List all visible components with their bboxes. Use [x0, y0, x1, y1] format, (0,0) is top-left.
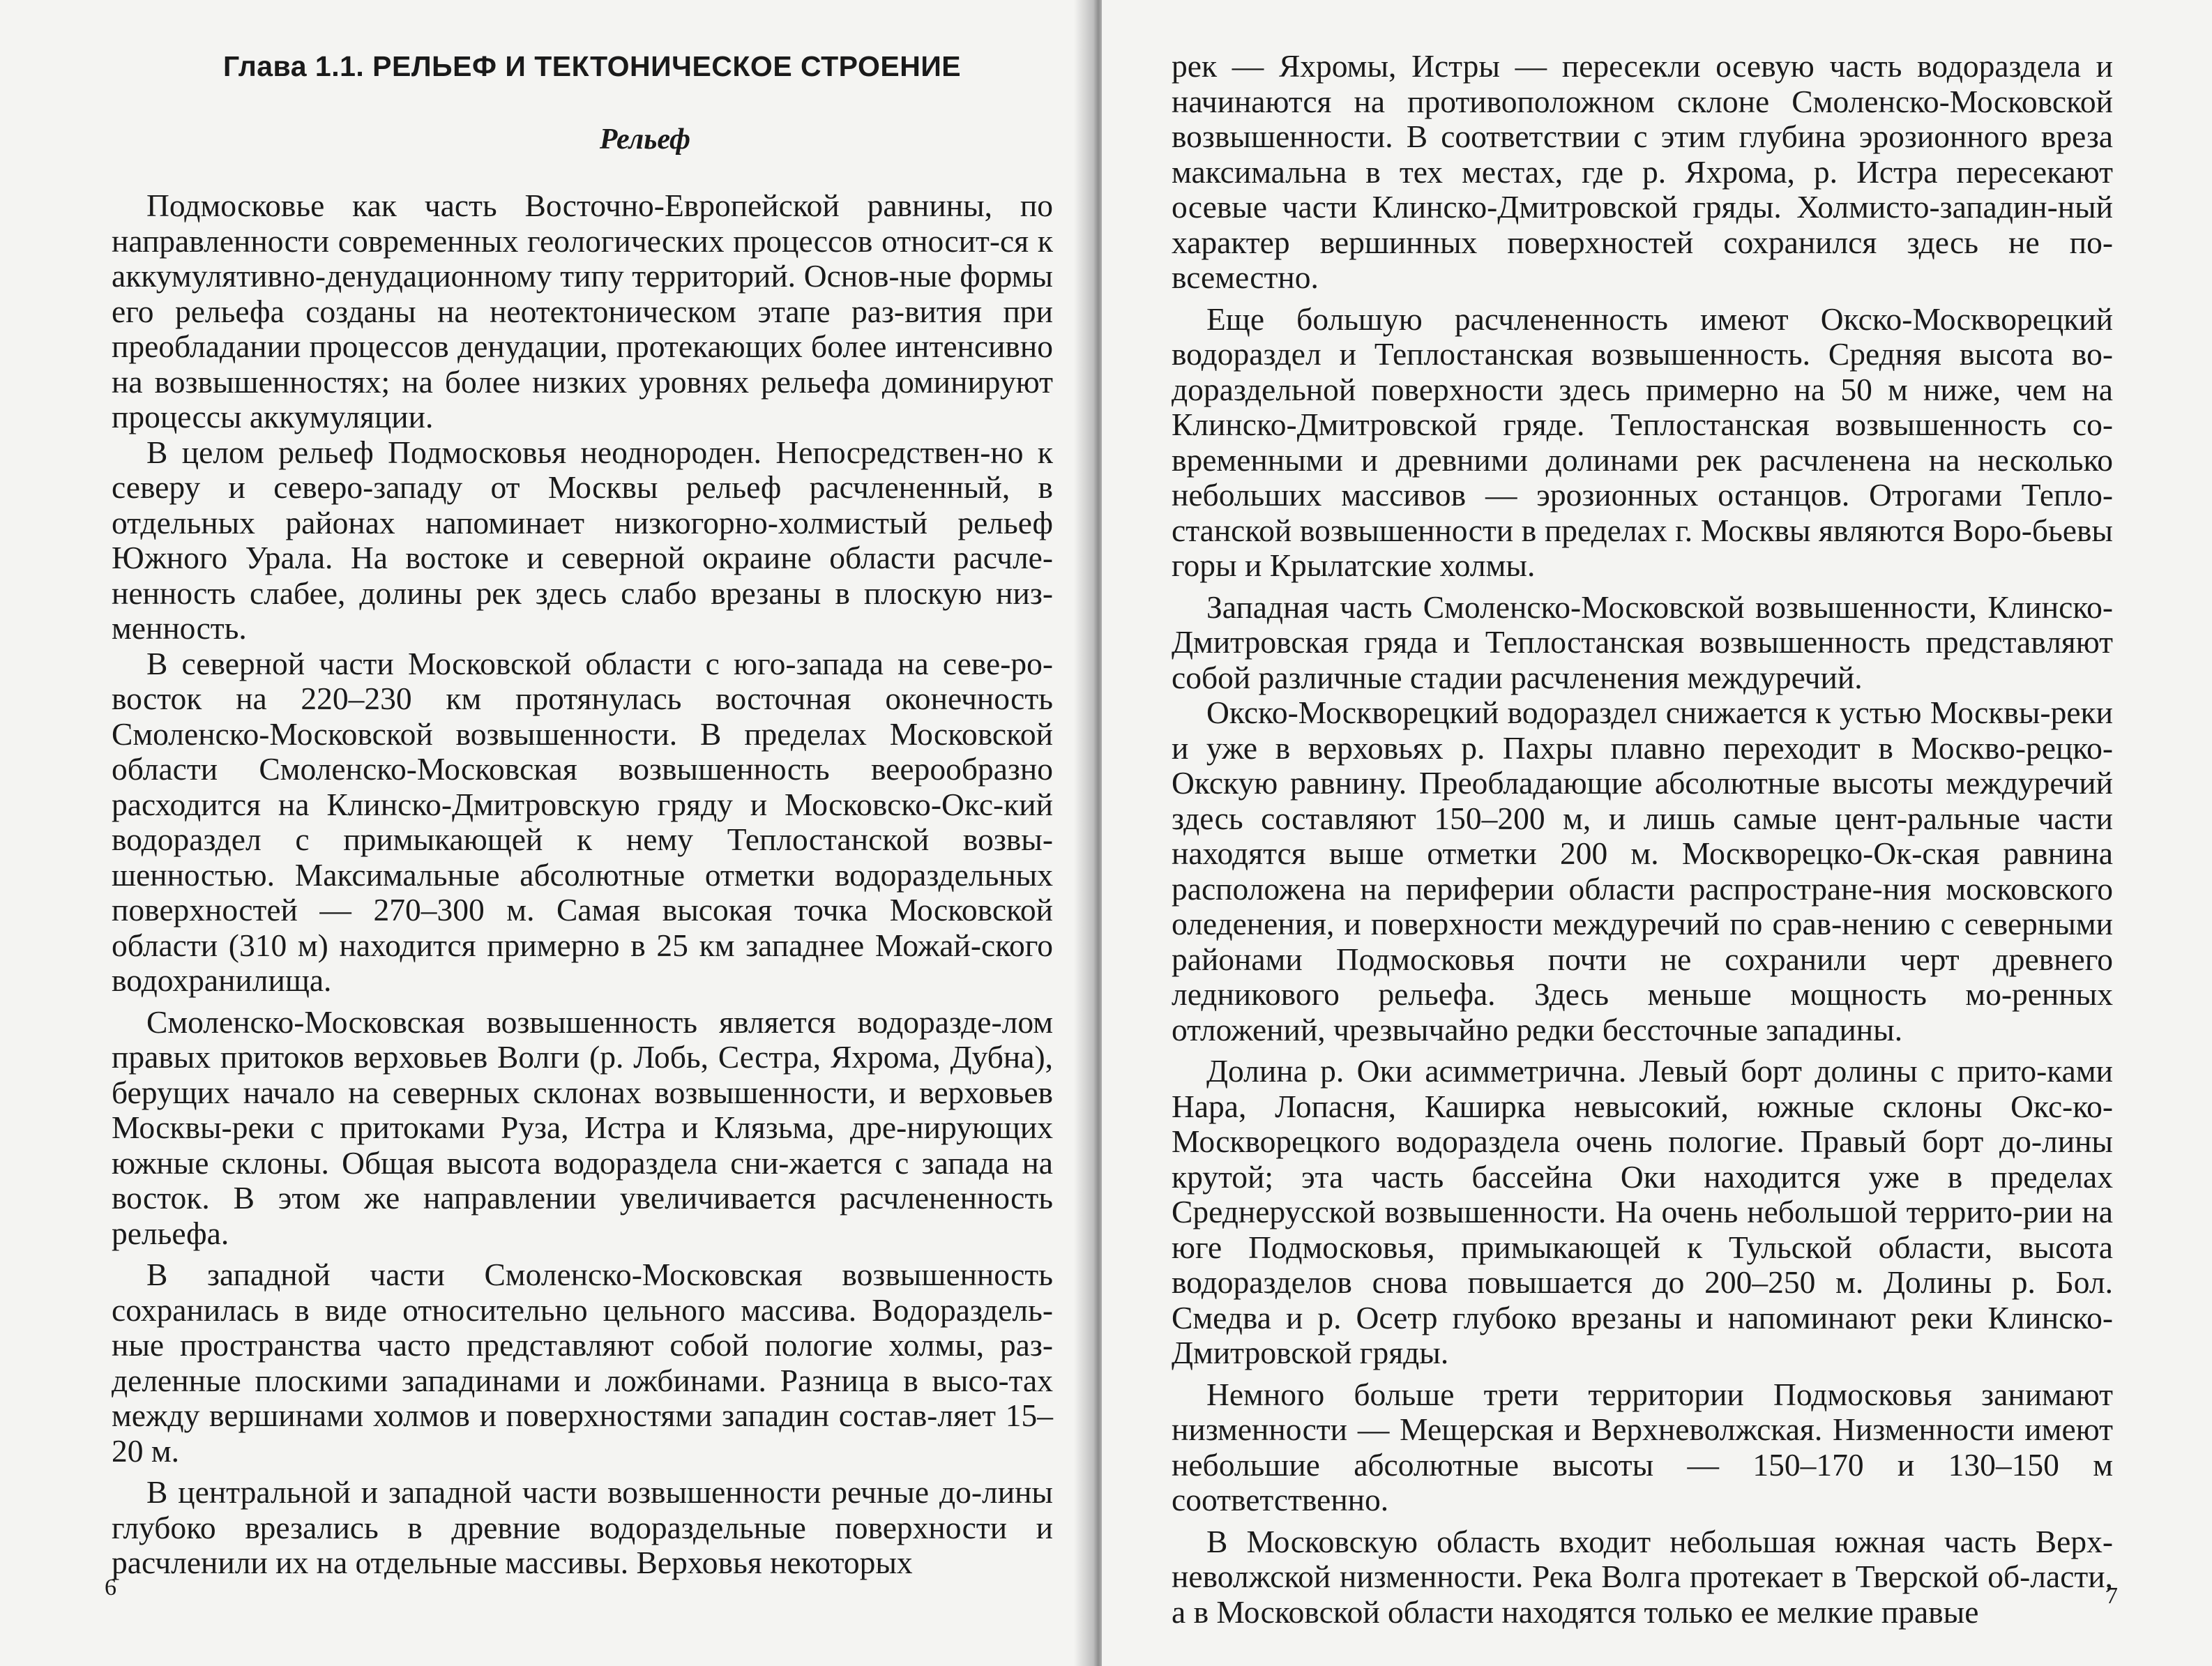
page-number: 7 [2106, 1583, 2118, 1609]
paragraph: В целом рельеф Подмосковья неоднороден. Непосредствен-но к северу и северо-западу от Москвы рельеф расчлененный, в отдельных районах напоминает низкогорно-холмистый рельеф Южного Урала. На востоке и северной окраине области расчле-ненность слабее, долины рек здесь слабо врезаны в плоскую низ-менность. [112, 434, 1053, 646]
paragraph: В северной части Московской области с юго-запада на севе-ро-восток на 220–230 км протянулась восточная оконечность Смоленско-Московской возвышенности. В пределах Московской области Смоленско-Московская возвышенность веерообразно расходится на Клинско-Дмитровскую гряду и Московско-Окс-кий водораздел с примыкающей к нему Теплостанской возвы-шенностью. Максимальные абсолютные отметки водораздельных поверхностей — 270–300 м. Самая высокая точка Московской области (310 м) находится примерно в 25 км западнее Можай-ского водохранилища. [112, 645, 1053, 998]
paragraph: В западной части Смоленско-Московская возвышенность сохранилась в виде относительно цельного массива. Водораздель-ные пространства часто представляют собой пологие холмы, раз-деленные плоскими западинами и ложбинами. Разница в высо-тах между вершинами холмов и поверхностями западин состав-ляет 15–20 м. [112, 1257, 1053, 1469]
right-page-text [1172, 49, 2113, 1630]
section-title: Рельеф [599, 123, 691, 156]
paragraph: Долина р. Оки асимметрична. Левый борт долины с прито-ками Нара, Лопасня, Каширка невысокий, южные склоны Окс-ко-Москворецкого водораздела очень пологие. Правый борт до-лины крутой; эта часть бассейна Оки находится уже в пределах Среднерусской возвышенности. На очень небольшой террито-рии на юге Подмосковья, примыкающей к Тульской области, высота водоразделов снова повышается до 200–250 м. Долины р. Бол. Смедва и р. Осетр глубоко врезаны и напоминают реки Клинско-Дмитровской гряды. [1172, 1053, 2113, 1370]
page-number: 6 [105, 1575, 116, 1600]
paragraph: Окско-Москворецкий водораздел снижается к устью Москвы-реки и уже в верховьях р. Пахры плавно переходит в Москво-рецко-Окскую равнину. Преобладающие абсолютные высоты междуречий здесь составляют 150–200 м, и лишь самые цент-ральные части находятся выше отметки 200 м. Москворецко-Ок-ская равнина расположена на периферии области распростране-ния московского оледенения, и поверхности междуречий по срав-нению с северными районами Подмосковья почти не сохранили черт древнего ледникового рельефа. Здесь меньше мощность мо-ренных отложений, чрезвычайно редки бессточные западины. [1172, 695, 2113, 1047]
chapter-title: Глава 1.1. РЕЛЬЕФ И ТЕКТОНИЧЕСКОЕ СТРОЕНИЕ [223, 50, 962, 82]
paragraph: Западная часть Смоленско-Московской возвышенности, Клинско-Дмитровская гряда и Теплостанская возвышенность представляют собой различные стадии расчленения междуречий. [1172, 589, 2113, 695]
paragraph: Подмосковье как часть Восточно-Европейской равнины, по направленности современных геологических процессов относит-ся к аккумулятивно-денудационному типу территорий. Основ-ные формы его рельефа созданы на неотектоническом этапе раз-вития при преобладании процессов денудации, протекающих более интенсивно на возвышенностях; на более низких уровнях рельефа доминируют процессы аккумуляции. [112, 188, 1053, 434]
paragraph: Смоленско-Московская возвышенность является водоразде-лом правых притоков верховьев Волги (р. Лобь, Сестра, Яхрома, Дубна), берущих начало на северных склонах возвышенности, и верховьев Москвы-реки с притоками Руза, Истра и Клязьма, дре-нирующих южные склоны. Общая высота водораздела сни-жается с запада на восток. В этом же направлении увеличивается расчлененность рельефа. [112, 1004, 1053, 1251]
paragraph: Еще большую расчлененность имеют Окско-Москворецкий водораздел и Теплостанская возвышенность. Средняя высота во-дораздельной поверхности здесь примерно на 50 м ниже, чем на Клинско-Дмитровской гряде. Теплостанская возвышенность со-временными и древними долинами рек расчленена на несколько небольших массивов — эрозионных останцов. Отрогами Тепло-станской возвышенности в пределах г. Москвы являются Воро-бьевы горы и Крылатские холмы. [1172, 301, 2113, 583]
paragraph: Немного больше трети территории Подмосковья занимают низменности — Мещерская и Верхневолжская. Низменности имеют небольшие абсолютные высоты — 150–170 и 130–150 м соответственно. [1172, 1376, 2113, 1517]
paragraph: В центральной и западной части возвышенности речные до-лины глубоко врезались в древние водораздельные поверхности и расчленили их на отдельные массивы. Верховья некоторых [112, 1474, 1053, 1580]
paragraph: рек — Яхромы, Истры — пересекли осевую часть водораздела и начинаются на противоположном склоне Смоленско-Московской возвышенности. В соответствии с этим глубина эрозионного вреза максимальна в тех местах, где р. Яхрома, р. Истра пересекают осевые части Клинско-Дмитровской гряды. Холмисто-западин-ный характер вершинных поверхностей сохранился здесь не по-всеместно. [1172, 48, 2113, 295]
left-page [0, 0, 1095, 1666]
left-page-text [112, 188, 1053, 1581]
paragraph: В Московскую область входит небольшая южная часть Верх-неволжской низменности. Река Волга протекает в Тверской об-ласти, а в Московской области находятся только ее мелкие правые [1172, 1523, 2113, 1630]
